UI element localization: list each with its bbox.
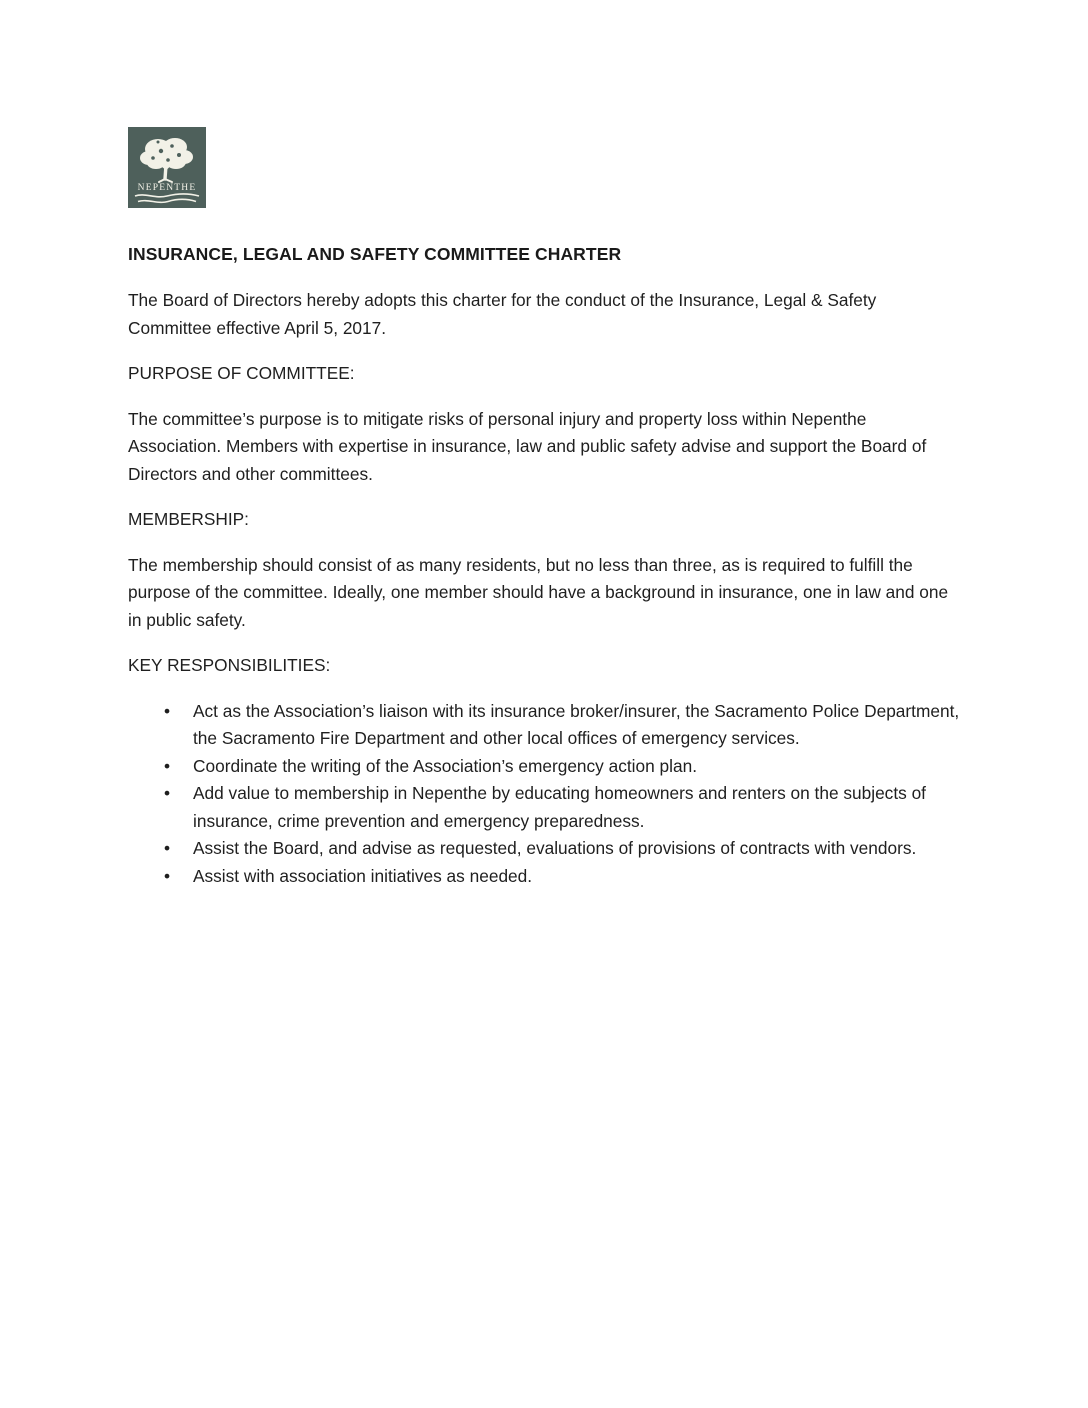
list-item: • Coordinate the writing of the Association’s emergency action plan. [193,753,960,781]
nepenthe-logo [128,127,206,208]
section-heading: MEMBERSHIP: [128,509,249,529]
section-heading: KEY RESPONSIBILITIES: [128,655,331,675]
section-heading: PURPOSE OF COMMITTEE: [128,363,355,383]
responsibilities-list [128,698,960,891]
document-title: INSURANCE, LEGAL AND SAFETY COMMITTEE CHARTER [128,244,622,264]
sections [128,360,960,890]
list-item: • Assist with association initiatives as needed. [193,863,960,891]
list-item: • Act as the Association’s liaison with its insurance broker/insurer, the Sacramento Police Department, the Sacramento Fire Department and other local offices of emergency services. [193,698,960,753]
list-item: • Assist the Board, and advise as requested, evaluations of provisions of contracts with vendors. [193,835,960,863]
list-item: • Add value to membership in Nepenthe by educating homeowners and renters on the subjects of insurance, crime prevention and emergency preparedness. [193,780,960,835]
tree-icon [128,127,206,208]
logo-wordmark: NEPENTHE [137,183,197,193]
intro-paragraph: The Board of Directors hereby adopts this charter for the conduct of the Insurance, Legal & Safety Committee effective April 5, 2017. [128,290,877,338]
section-paragraph: The membership should consist of as many residents, but no less than three, as is required to fulfill the purpose of the committee. Ideally, one member should have a background in insurance, one in law and one in public safety. [128,554,949,630]
section-paragraph: The committee’s purpose is to mitigate risks of personal injury and property loss within Nepenthe Association. Members with expertise in insurance, law and public safety advise and support the Board of Directors and other committees. [128,408,927,484]
